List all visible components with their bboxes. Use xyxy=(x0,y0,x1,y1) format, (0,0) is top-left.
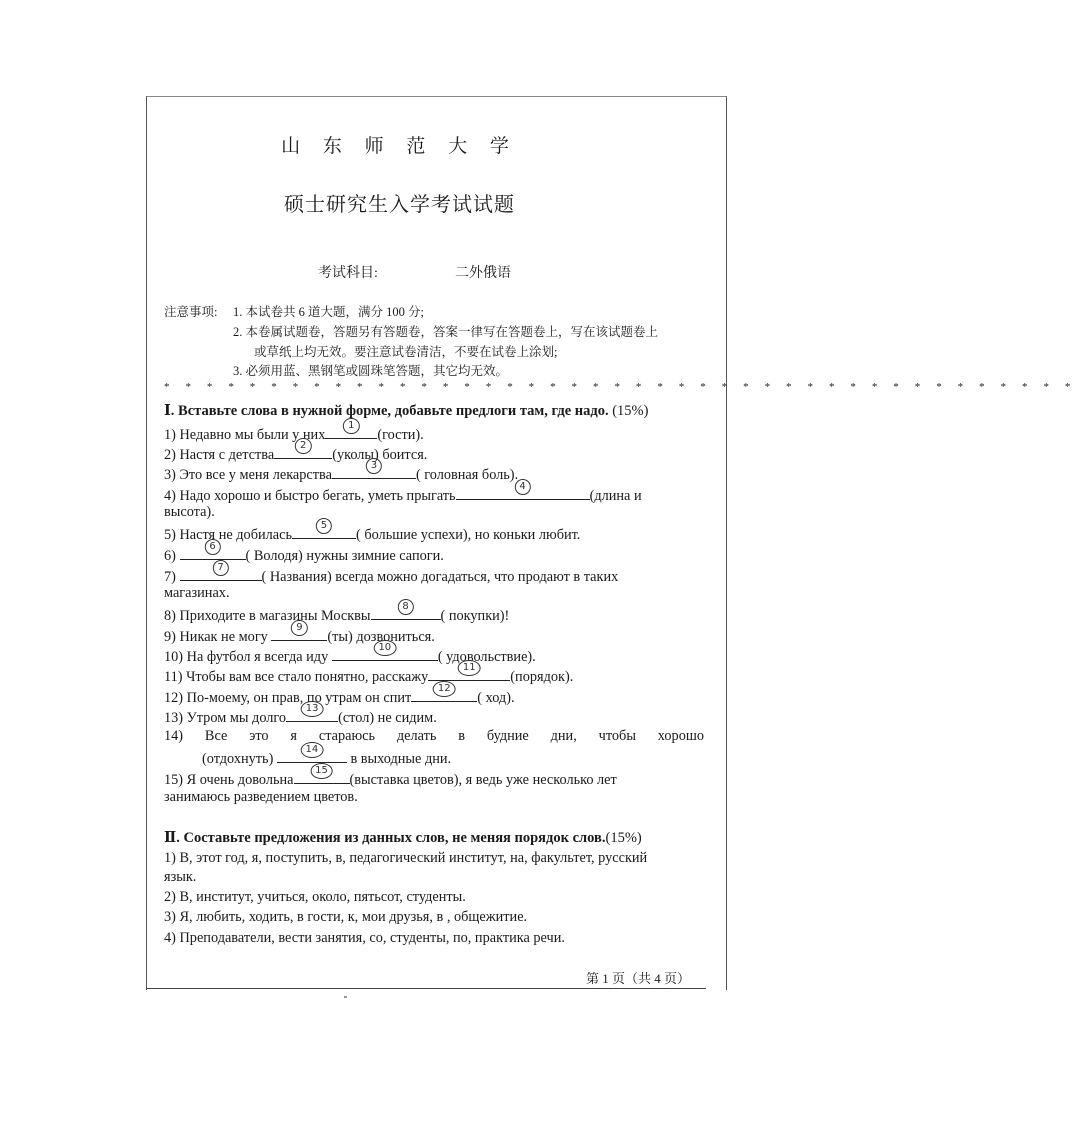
note-item-3: 3. 必须用蓝、黑钢笔或圆珠笔答题，其它均无效。 xyxy=(233,364,509,378)
question-2: 2) Настя с детства 2 (уколы) боится. xyxy=(164,440,428,463)
note-item-2-cont: 或草纸上均无效。要注意试卷清洁，不要在试卷上涂划; xyxy=(254,345,558,359)
section-2-question-1: 1) В, этот год, я, поступить, в, педагогический институт, на, факультет, русский xyxy=(164,850,648,866)
answer-blank-5[interactable] xyxy=(292,520,356,539)
note-item-1: 1. 本试卷共 6 道大题，满分 100 分; xyxy=(233,305,424,319)
answer-blank-8[interactable] xyxy=(371,601,441,620)
section-2-heading xyxy=(164,829,642,847)
section-2-numeral: Ⅱ xyxy=(164,830,177,846)
question-4: 4) Надо хорошо и быстро бегать, уметь прыгать 4 (длина и xyxy=(164,481,642,504)
note-item-2: 2. 本卷属试题卷，答题另有答题卷，答案一律写在答题卷上，写在该试题卷上 xyxy=(233,325,659,339)
section-2-question-2: 2) В, институт, учиться, около, пятьсот, студенты. xyxy=(164,889,466,905)
scan-speck xyxy=(344,996,347,998)
section-2-points: (15%) xyxy=(605,830,642,846)
answer-blank-4[interactable] xyxy=(456,481,590,500)
question-7: 7) 7 ( Названия) всегда можно догадаться, что продают в таких xyxy=(164,562,619,585)
handwritten-mark-15: 15 xyxy=(310,763,333,779)
section-2-question-1-cont: язык. xyxy=(164,869,197,885)
answer-blank-7[interactable] xyxy=(180,562,262,581)
answer-blank-11[interactable] xyxy=(428,662,510,681)
star-divider: * * * * * * * * * * * * * * * * * * * * * * * * * * * * * * * * * * * * * * * * * * * xyxy=(164,381,1077,393)
handwritten-mark-14: 14 xyxy=(301,742,324,758)
question-14-cont: (отдохнуть) 14 в выходные дни. xyxy=(202,744,452,767)
answer-blank-1[interactable] xyxy=(325,420,377,439)
question-6: 6) 6 ( Володя) нужны зимние сапоги. xyxy=(164,541,444,564)
question-1: 1) Недавно мы были у них 1 (гости). xyxy=(164,420,424,443)
subject-value: 二外俄语 xyxy=(455,266,511,281)
answer-blank-6[interactable] xyxy=(180,541,246,560)
page-number: 第 1 页（共 4 页） xyxy=(586,971,691,986)
question-13: 13) Утром мы долго 13 (стол) не сидим. xyxy=(164,703,437,726)
handwritten-mark-9: 9 xyxy=(291,620,307,636)
answer-blank-12[interactable] xyxy=(411,683,477,702)
answer-blank-13[interactable] xyxy=(286,703,338,722)
section-1-points: (15%) xyxy=(612,403,649,419)
exam-title: 硕士研究生入学考试试题 xyxy=(284,194,515,216)
section-2-question-4: 4) Преподаватели, вести занятия, со, студенты, по, практика речи. xyxy=(164,930,565,946)
question-4-cont: высота). xyxy=(164,504,215,520)
handwritten-mark-1: 1 xyxy=(343,418,359,434)
question-12: 12) По-моему, он прав, по утрам он спит 12 ( ход). xyxy=(164,683,515,706)
answer-blank-9[interactable] xyxy=(271,622,327,641)
subject-label: 考试科目: xyxy=(318,266,378,281)
answer-blank-14[interactable] xyxy=(277,744,347,763)
handwritten-mark-11: 11 xyxy=(458,660,481,676)
handwritten-mark-8: 8 xyxy=(397,599,413,615)
question-8: 8) Приходите в магазины Москвы 8 ( покупки)! xyxy=(164,601,510,624)
section-2-question-3: 3) Я, любить, ходить, в гости, к, мои друзья, в , общежитие. xyxy=(164,909,528,925)
handwritten-mark-2: 2 xyxy=(295,438,311,454)
university-title: 山 东 师 范 大 学 xyxy=(281,136,518,157)
answer-blank-10[interactable] xyxy=(332,642,438,661)
question-14: 14) Все это я стараюсь делать в будние дни, чтобы хорошо xyxy=(164,728,704,744)
answer-blank-15[interactable] xyxy=(294,765,350,784)
question-7-cont: магазинах. xyxy=(164,585,230,601)
question-3: 3) Это все у меня лекарства 3 ( головная боль). xyxy=(164,460,519,483)
question-5: 5) Настя не добилась 5 ( большие успехи), но коньки любит. xyxy=(164,520,581,543)
handwritten-mark-6: 6 xyxy=(204,539,220,555)
answer-blank-2[interactable] xyxy=(274,440,332,459)
question-9: 9) Никак не могу 9 (ты) дозвониться. xyxy=(164,622,435,645)
question-15: 15) Я очень довольна 15 (выставка цветов), я ведь уже несколько лет xyxy=(164,765,617,788)
footer-rule xyxy=(146,988,706,989)
question-10: 10) На футбол я всегда иду 10 ( удовольствие). xyxy=(164,642,536,665)
handwritten-mark-12: 12 xyxy=(433,681,456,697)
handwritten-mark-13: 13 xyxy=(301,701,324,717)
handwritten-mark-5: 5 xyxy=(316,518,332,534)
section-1-heading xyxy=(164,402,648,420)
handwritten-mark-7: 7 xyxy=(212,560,228,576)
section-1-title: . Вставьте слова в нужной форме, добавьте предлоги там, где надо. xyxy=(170,403,609,419)
handwritten-mark-4: 4 xyxy=(514,479,530,495)
question-15-cont: занимаюсь разведением цветов. xyxy=(164,789,358,805)
notes-label: 注意事项: xyxy=(164,305,218,319)
handwritten-mark-10: 10 xyxy=(373,640,396,656)
section-1-numeral: Ⅰ xyxy=(164,403,171,419)
question-11: 11) Чтобы вам все стало понятно, расскажу 11 (порядок). xyxy=(164,662,574,685)
handwritten-mark-3: 3 xyxy=(366,458,382,474)
section-2-title: . Составьте предложения из данных слов, не меняя порядок слов. xyxy=(176,830,606,846)
answer-blank-3[interactable] xyxy=(332,460,416,479)
